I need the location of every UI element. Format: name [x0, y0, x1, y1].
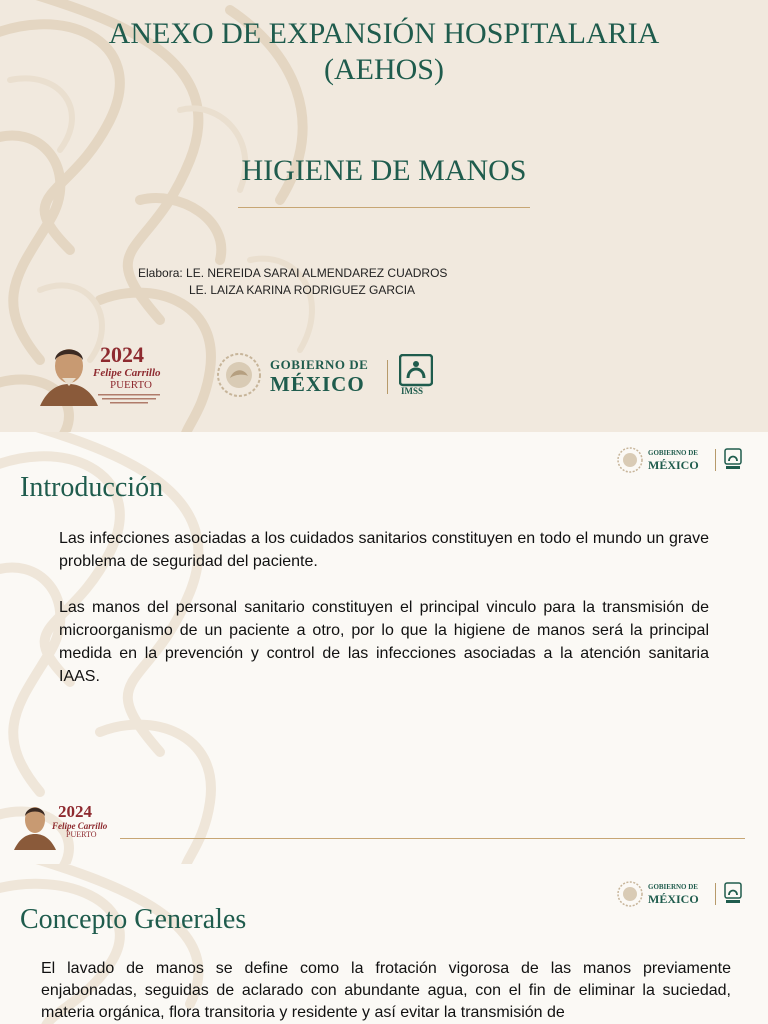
gob-line-2: MÉXICO — [648, 892, 699, 906]
emblem-icon — [617, 447, 643, 473]
subtitle: HIGIENE DE MANOS — [241, 154, 527, 187]
gob-line-1: GOBIERNO DE — [648, 449, 698, 457]
title-line-2: (AEHOS) — [324, 53, 444, 86]
intro-slide — [0, 432, 768, 864]
intro-body — [59, 527, 709, 688]
logo-year: 2024 — [100, 342, 144, 367]
section-heading: Introducción — [20, 472, 164, 503]
paragraph-1: Las infecciones asociadas a los cuidados sanitarios constituyen en todo el mundo un grave problema de seguridad del paciente. — [59, 530, 709, 570]
author-block — [138, 265, 447, 299]
logo-place: PUERTO — [110, 379, 152, 391]
emblem-icon — [617, 881, 643, 907]
logo-name: Felipe Carrillo — [93, 367, 161, 379]
paragraph-1: El lavado de manos se define como la frotación vigorosa de las manos previamente enjabonadas, seguidas de aclarado con abundante agua, con el fin de eliminar la suciedad, materia orgánica, flora transitoria y residente y así evitar la transmisión de — [41, 960, 731, 1021]
gob-line-1: GOBIERNO DE — [270, 357, 369, 372]
section-heading: Concepto Generales — [20, 904, 247, 935]
imss-icon — [724, 448, 742, 470]
concepts-slide — [0, 864, 768, 1024]
separator — [715, 449, 716, 471]
separator — [387, 360, 388, 394]
logo-2024 — [12, 800, 122, 852]
emblem-icon — [216, 352, 262, 398]
gob-line-2: MÉXICO — [270, 372, 365, 396]
footer-divider — [120, 838, 745, 839]
logo-year: 2024 — [58, 802, 92, 821]
title-line-1: ANEXO DE EXPANSIÓN HOSPITALARIA — [108, 17, 660, 50]
title-slide — [0, 0, 768, 432]
author-line-1: Elabora: LE. NEREIDA SARAI ALMENDAREZ CUADROS — [138, 266, 448, 280]
paragraph-2: Las manos del personal sanitario constituyen el principal vinculo para la transmisión de microorganismo de un paciente a otro, por lo que la higiene de manos será la principal medida en la prevención y control de las infecciones asociadas a la atención sanitaria IAAS. — [59, 599, 709, 685]
logo-name: Felipe Carrillo — [52, 821, 108, 831]
author-line-2: LE. LAIZA KARINA RODRIGUEZ GARCIA — [189, 283, 416, 297]
portrait-icon — [38, 340, 100, 408]
logo-tagline — [98, 392, 162, 406]
logo-place: PUERTO — [66, 830, 97, 839]
separator — [715, 883, 716, 905]
logo-2024 — [38, 340, 178, 408]
imss-label: IMSS — [401, 386, 424, 396]
concepts-body — [41, 958, 731, 1024]
imss-icon — [724, 882, 742, 904]
gob-line-2: MÉXICO — [648, 458, 699, 472]
divider — [238, 207, 530, 208]
gob-line-1: GOBIERNO DE — [648, 883, 698, 891]
